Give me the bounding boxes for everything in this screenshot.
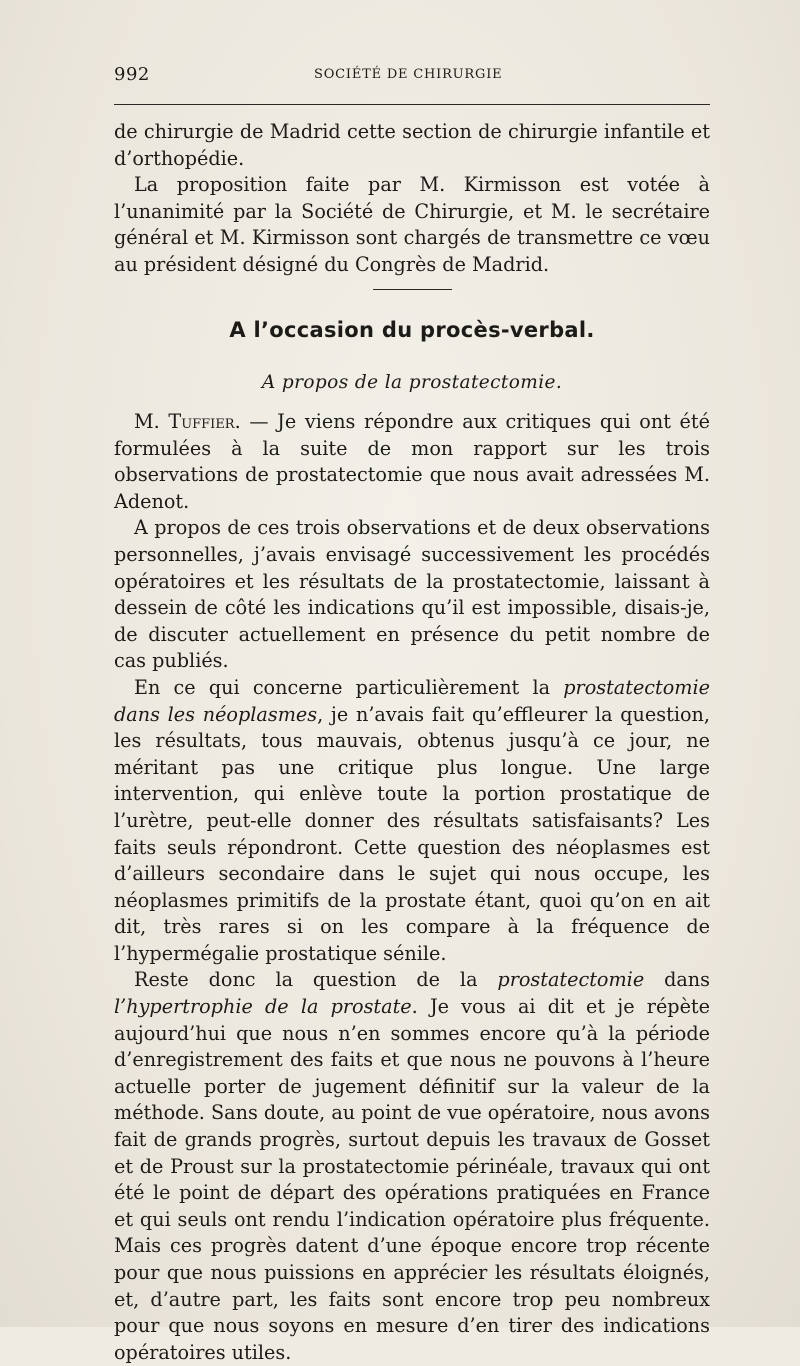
page-number: 992: [114, 64, 150, 85]
paragraph-text: . Je vous ai dit et je répète aujourd’hui que nous n’en sommes encore qu’à la période d’enregistrement des faits et que nous ne pouvons à l’heure actuelle porter de jugement définitif sur la valeur de la méthode. Sans doute, au point de vue opératoire, nous avons fait de grands progrès, surtout depuis les travaux de Gosset et de Proust sur la prostatectomie périnéale, travaux qui ont été le point de départ des opérations pratiquées en France et qui seuls ont rendu l’indication opératoire plus fréquente. Mais ces progrès datent d’une époque encore trop récente pour que nous puissions en apprécier les résultats éloignés, et, d’autre part, les faits sont encore trop peu nombreux pour que nous soyons en mesure d’en tirer des indications opératoires utiles.: [114, 995, 711, 1364]
italic-phrase: prostatectomie: [497, 968, 645, 992]
speaker-name: Tuffier: [168, 410, 235, 433]
paragraph: [114, 675, 710, 968]
paragraph-text: En ce qui concerne particulièrement la: [134, 675, 564, 699]
header-divider: [114, 104, 710, 105]
intro-text-block: [114, 119, 710, 279]
paragraph-text: Reste donc la question de la: [134, 968, 498, 992]
italic-phrase: prostatectomie dans les néoplasmes: [114, 675, 710, 726]
paragraph: La proposition faite par M. Kirmisson est votée à l’unanimité par la Société de Chirurgie, et M. le secrétaire général et M. Kirmisson sont chargés de transmettre ce vœu au président désigné du Congrès de Madrid.: [114, 173, 710, 276]
paragraph-text: dans: [644, 968, 710, 992]
section-title: A l’occasion du procès-verbal.: [229, 318, 595, 342]
italic-phrase: l’hypertrophie de la prostate: [114, 995, 412, 1019]
subsection-title: A propos de la prostatectomie.: [261, 372, 563, 393]
paragraph: [114, 409, 710, 515]
body-text-block: [114, 409, 710, 1366]
paragraph: [114, 967, 710, 1366]
paragraph: de chirurgie de Madrid cette section de chirurgie infantile et d’orthopédie.: [114, 120, 710, 170]
running-head: SOCIÉTÉ DE CHIRURGIE: [314, 67, 503, 82]
paragraph-text: , je n’avais fait qu’effleurer la question, les résultats, tous mauvais, obtenus jusqu’à ce jour, ne méritant pas une critique plus longue. Une large intervention, qui enlève toute la portion prostatique de l’urètre, peut-elle donner des résultats satisfaisants? Les faits seuls répondront. Cette question des néoplasmes est d’ailleurs secondaire dans le sujet qui nous occupe, les néoplasmes primitifs de la prostate étant, quoi qu’on en ait dit, très rares si on les compare à la fréquence de l’hypermégalie prostatique sénile.: [114, 702, 710, 965]
section-divider: [373, 289, 452, 290]
paragraph: A propos de ces trois observations et de deux observations personnelles, j’avais envisagé successivement les procédés opératoires et les résultats de la prostatectomie, laissant à dessein de côté les indications qu’il est impossible, disais-je, de discuter actuellement en présence du petit nombre de cas publiés.: [114, 516, 710, 673]
paragraph-text: . — Je viens répondre aux critiques qui ont été formulées à la suite de mon rapport sur les trois observations de prostatectomie que nous avait adressées M. Adenot.: [114, 410, 710, 513]
speaker-prefix: M.: [134, 410, 169, 433]
page-header: [114, 62, 710, 92]
